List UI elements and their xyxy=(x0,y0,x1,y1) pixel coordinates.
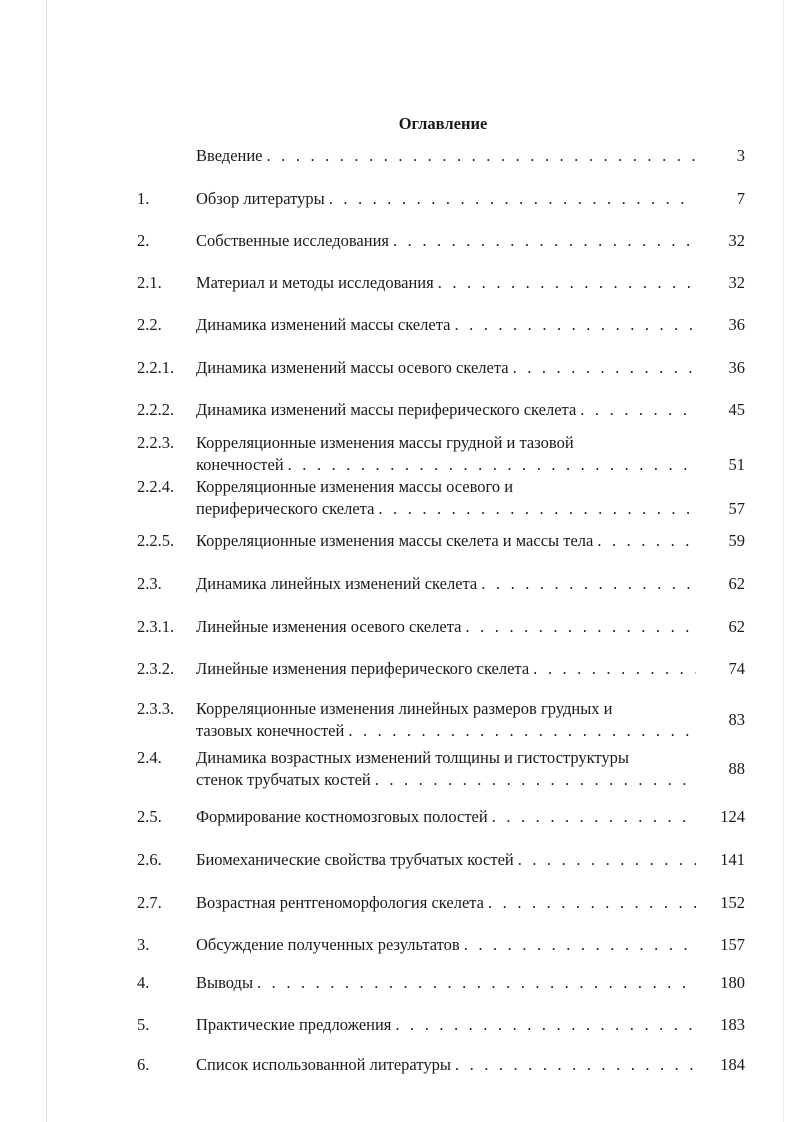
toc-entry-line xyxy=(196,892,696,914)
toc-entry-title: Корреляционные изменения массы скелета и массы тела xyxy=(196,531,594,550)
dot-leader xyxy=(391,1014,696,1036)
toc-entry-title: Динамика изменений массы скелета xyxy=(196,315,451,334)
toc-entry-line xyxy=(196,769,696,791)
toc-entry-line xyxy=(196,476,696,498)
toc-entry-page: 51 xyxy=(728,455,745,474)
toc-entry-number: 3. xyxy=(137,935,150,954)
toc-entry-text xyxy=(196,806,696,828)
toc-entry-line xyxy=(196,747,696,769)
toc-entry-title: Биомеханические свойства трубчатых костей xyxy=(196,850,514,869)
toc-entry-number: 4. xyxy=(137,973,150,992)
toc-entry-number: 1. xyxy=(137,189,150,208)
toc-entry-title: Линейные изменения периферического скелета xyxy=(196,659,530,678)
toc-entry-line xyxy=(196,806,696,828)
toc-entry-number: 2.2. xyxy=(137,315,162,334)
toc-entry-number: 2.3.3. xyxy=(137,699,175,718)
toc-entry-title: Корреляционные изменения массы грудной и тазовой xyxy=(196,433,574,452)
toc-entry-page: 36 xyxy=(728,315,745,334)
toc-entry-line xyxy=(196,314,696,336)
toc-entry-title: Практические предложения xyxy=(196,1015,392,1034)
toc-entry-text xyxy=(196,892,696,914)
toc-entry-page: 62 xyxy=(728,617,745,636)
dot-leader xyxy=(344,720,696,742)
dot-leader xyxy=(484,892,696,914)
toc-entry-line xyxy=(196,272,696,294)
toc-entry-text xyxy=(196,145,696,167)
toc-entry-title: Обсуждение полученных результатов xyxy=(196,935,460,954)
toc-entry-number: 5. xyxy=(137,1015,150,1034)
toc-entry-text xyxy=(196,698,696,742)
dot-leader xyxy=(371,769,696,791)
toc-entry-text xyxy=(196,747,696,791)
toc-entry-number: 2.2.5. xyxy=(137,531,175,550)
toc-entry-text xyxy=(196,432,696,476)
toc-entry-line xyxy=(196,454,696,476)
toc-entry-title: Материал и методы исследования xyxy=(196,273,434,292)
dot-leader xyxy=(576,399,696,421)
toc-entry-page: 3 xyxy=(736,146,745,165)
dot-leader xyxy=(514,849,696,871)
toc-entry-page: 36 xyxy=(728,358,745,377)
toc-entry-line xyxy=(196,698,696,720)
toc-entry-number: 2.5. xyxy=(137,807,162,826)
toc-entry-page: 59 xyxy=(728,531,745,550)
toc-entry-number: 2.2.2. xyxy=(137,400,175,419)
toc-entry-line xyxy=(196,230,696,252)
toc-entry-text xyxy=(196,399,696,421)
toc-entry-line xyxy=(196,849,696,871)
toc-entry-title: Динамика изменений массы периферического скелета xyxy=(196,400,577,419)
toc-entry-page: 74 xyxy=(728,659,745,678)
toc-entry-page: 83 xyxy=(728,710,745,729)
toc-entry-page: 157 xyxy=(720,935,745,954)
toc-entry-line xyxy=(196,616,696,638)
dot-leader xyxy=(325,188,696,210)
dot-leader xyxy=(374,498,696,520)
scan-border-left xyxy=(46,0,47,1122)
toc-entry-title: Корреляционные изменения массы осевого и xyxy=(196,477,514,496)
toc-entry-title: стенок трубчатых костей xyxy=(196,770,371,789)
toc-entry-number: 2.3. xyxy=(137,574,162,593)
scan-border-right xyxy=(783,0,784,1122)
toc-entry-page: 124 xyxy=(720,807,745,826)
dot-leader xyxy=(451,1054,696,1076)
toc-entry-text xyxy=(196,1014,696,1036)
toc-entry-title: Динамика изменений массы осевого скелета xyxy=(196,358,509,377)
toc-entry-page: 57 xyxy=(728,499,745,518)
toc-entry-title: Корреляционные изменения линейных размеров грудных и xyxy=(196,699,613,718)
toc-entry-text xyxy=(196,230,696,252)
toc-entry-line xyxy=(196,530,696,552)
dot-leader xyxy=(488,806,696,828)
toc-entry-title: Список использованной литературы xyxy=(196,1055,451,1074)
toc-entry-number: 6. xyxy=(137,1055,150,1074)
toc-entry-line xyxy=(196,432,696,454)
toc-entry-title: Собственные исследования xyxy=(196,231,390,250)
toc-entry-title: Выводы xyxy=(196,973,254,992)
toc-entry-page: 62 xyxy=(728,574,745,593)
toc-entry-text xyxy=(196,972,696,994)
toc-entry-text xyxy=(196,658,696,680)
toc-entry-text xyxy=(196,314,696,336)
toc-entry-number: 2.2.1. xyxy=(137,358,175,377)
toc-entry-page: 180 xyxy=(720,973,745,992)
dot-leader xyxy=(462,616,697,638)
toc-entry-title: Линейные изменения осевого скелета xyxy=(196,617,462,636)
toc-entry-title: тазовых конечностей xyxy=(196,721,345,740)
toc-entry-title: Динамика линейных изменений скелета xyxy=(196,574,478,593)
toc-entry-text xyxy=(196,357,696,379)
toc-entry-page: 32 xyxy=(728,273,745,292)
dot-leader xyxy=(263,145,696,167)
toc-entry-title: Динамика возрастных изменений толщины и гистоструктуры xyxy=(196,748,629,767)
dot-leader xyxy=(450,314,696,336)
toc-entry-line xyxy=(196,573,696,595)
toc-entry-text xyxy=(196,272,696,294)
toc-entry-line xyxy=(196,399,696,421)
toc-entry-number: 2.6. xyxy=(137,850,162,869)
toc-entry-line xyxy=(196,145,696,167)
toc-entry-page: 32 xyxy=(728,231,745,250)
toc-entry-text xyxy=(196,188,696,210)
toc-entry-text xyxy=(196,476,696,520)
toc-entry-text xyxy=(196,530,696,552)
toc-entry-number: 2. xyxy=(137,231,150,250)
toc-entry-line xyxy=(196,1054,696,1076)
dot-leader xyxy=(460,934,696,956)
toc-entry-page: 7 xyxy=(736,189,745,208)
toc-entry-title: Формирование костномозговых полостей xyxy=(196,807,488,826)
toc-entry-page: 152 xyxy=(720,893,745,912)
toc-entry-line xyxy=(196,498,696,520)
dot-leader xyxy=(477,573,696,595)
toc-entry-number: 2.2.3. xyxy=(137,433,175,452)
toc-entry-text xyxy=(196,616,696,638)
dot-leader xyxy=(593,530,696,552)
toc-entry-page: 184 xyxy=(720,1055,745,1074)
toc-title: Оглавление xyxy=(398,114,488,133)
toc-entry-page: 45 xyxy=(728,400,745,419)
dot-leader xyxy=(389,230,696,252)
toc-entry-page: 141 xyxy=(720,850,745,869)
toc-entry-number: 2.3.2. xyxy=(137,659,175,678)
toc-entry-number: 2.3.1. xyxy=(137,617,175,636)
dot-leader xyxy=(509,357,696,379)
toc-entry-number: 2.7. xyxy=(137,893,162,912)
toc-entry-text xyxy=(196,934,696,956)
toc-entry-page: 88 xyxy=(728,759,745,778)
toc-entry-title: Возрастная рентгеноморфология скелета xyxy=(196,893,485,912)
toc-entry-line xyxy=(196,972,696,994)
toc-entry-text xyxy=(196,849,696,871)
toc-entry-number: 2.1. xyxy=(137,273,162,292)
toc-entry-number: 2.2.4. xyxy=(137,477,175,496)
toc-entry-line xyxy=(196,188,696,210)
dot-leader xyxy=(253,972,696,994)
toc-entry-title: Введение xyxy=(196,146,263,165)
dot-leader xyxy=(434,272,696,294)
toc-entry-number: 2.4. xyxy=(137,748,162,767)
toc-entry-title: конечностей xyxy=(196,455,284,474)
dot-leader xyxy=(284,454,696,476)
toc-entry-line xyxy=(196,720,696,742)
toc-entry-text xyxy=(196,1054,696,1076)
toc-entry-page: 183 xyxy=(720,1015,745,1034)
toc-entry-title: периферического скелета xyxy=(196,499,375,518)
toc-entry-line xyxy=(196,1014,696,1036)
dot-leader xyxy=(529,658,696,680)
toc-entry-line xyxy=(196,658,696,680)
toc-entry-title: Обзор литературы xyxy=(196,189,325,208)
toc-entry-text xyxy=(196,573,696,595)
toc-entry-line xyxy=(196,934,696,956)
toc-entry-line xyxy=(196,357,696,379)
